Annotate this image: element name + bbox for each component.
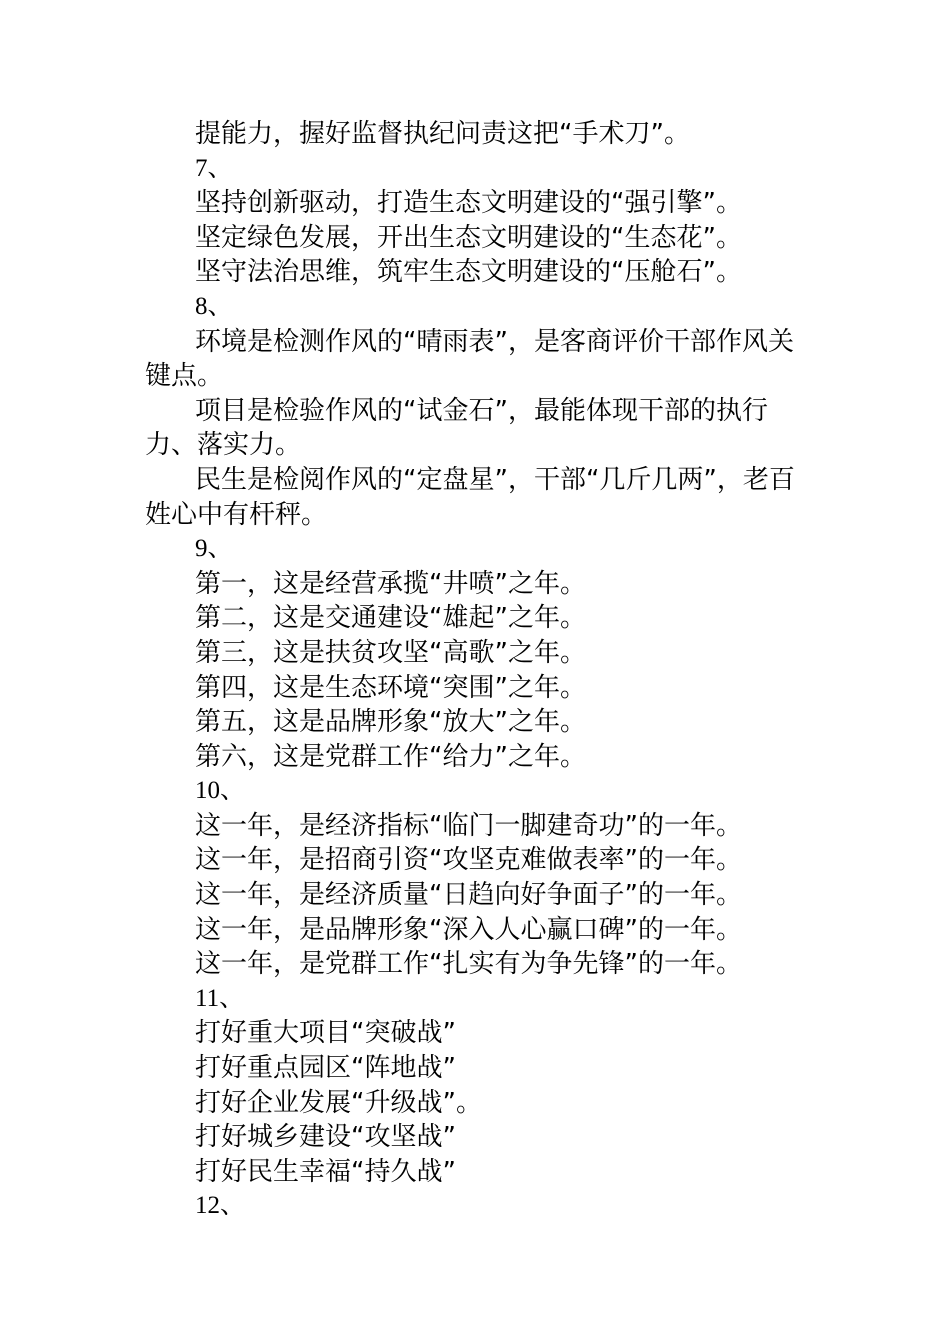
text-line: 坚定绿色发展，开出生态文明建设的“生态花”。 (195, 222, 742, 253)
text-line: 这一年，是党群工作“扎实有为争先锋”的一年。 (195, 949, 742, 980)
paragraph: 民生是检阅作风的“定盘星”，干部“几斤几两”，老百姓心中有杆秤。 (145, 464, 795, 530)
text-line: 打好重点园区“阵地战” (195, 1053, 456, 1084)
text-line: 第六，这是党群工作“给力”之年。 (195, 741, 586, 772)
text-line: 这一年，是品牌形象“深入人心赢口碑”的一年。 (195, 914, 742, 945)
text-line: 第三，这是扶贫攻坚“高歌”之年。 (195, 637, 586, 668)
text-line: 第一，这是经营承揽“井喷”之年。 (195, 568, 586, 599)
text-line: 第五，这是品牌形象“放大”之年。 (195, 707, 586, 738)
text-line: 这一年，是经济质量“日趋向好争面子”的一年。 (195, 880, 742, 911)
text-line: 第二，这是交通建设“雄起”之年。 (195, 603, 586, 634)
text-line: 提能力，握好监督执纪问责这把“手术刀”。 (195, 119, 690, 149)
paragraph: 项目是检验作风的“试金石”，最能体现干部的执行力、落实力。 (145, 395, 768, 461)
section-number: 7、 (195, 154, 233, 182)
text-line: 这一年，是经济指标“临门一脚建奇功”的一年。 (195, 810, 742, 841)
text-line: 坚守法治思维，筑牢生态文明建设的“压舱石”。 (195, 257, 742, 288)
paragraph: 环境是检测作风的“晴雨表”，是客商评价干部作风关键点。 (145, 326, 794, 392)
section-number: 11、 (195, 984, 245, 1012)
section-number: 12、 (195, 1192, 246, 1220)
section-number: 9、 (195, 535, 233, 563)
text-line: 第四，这是生态环境“突围”之年。 (195, 672, 586, 703)
text-line: 打好民生幸福“持久战” (195, 1156, 456, 1187)
text-line: 打好重大项目“突破战” (195, 1018, 456, 1049)
text-line: 坚持创新驱动，打造生态文明建设的“强引擎”。 (195, 188, 742, 219)
section-number: 8、 (195, 292, 233, 320)
text-line: 打好城乡建设“攻坚战” (195, 1122, 456, 1153)
document-body (145, 117, 810, 1224)
text-line: 这一年，是招商引资“攻坚克难做表率”的一年。 (195, 845, 742, 876)
section-number: 10、 (195, 777, 246, 805)
text-line: 打好企业发展“升级战”。 (195, 1087, 482, 1118)
